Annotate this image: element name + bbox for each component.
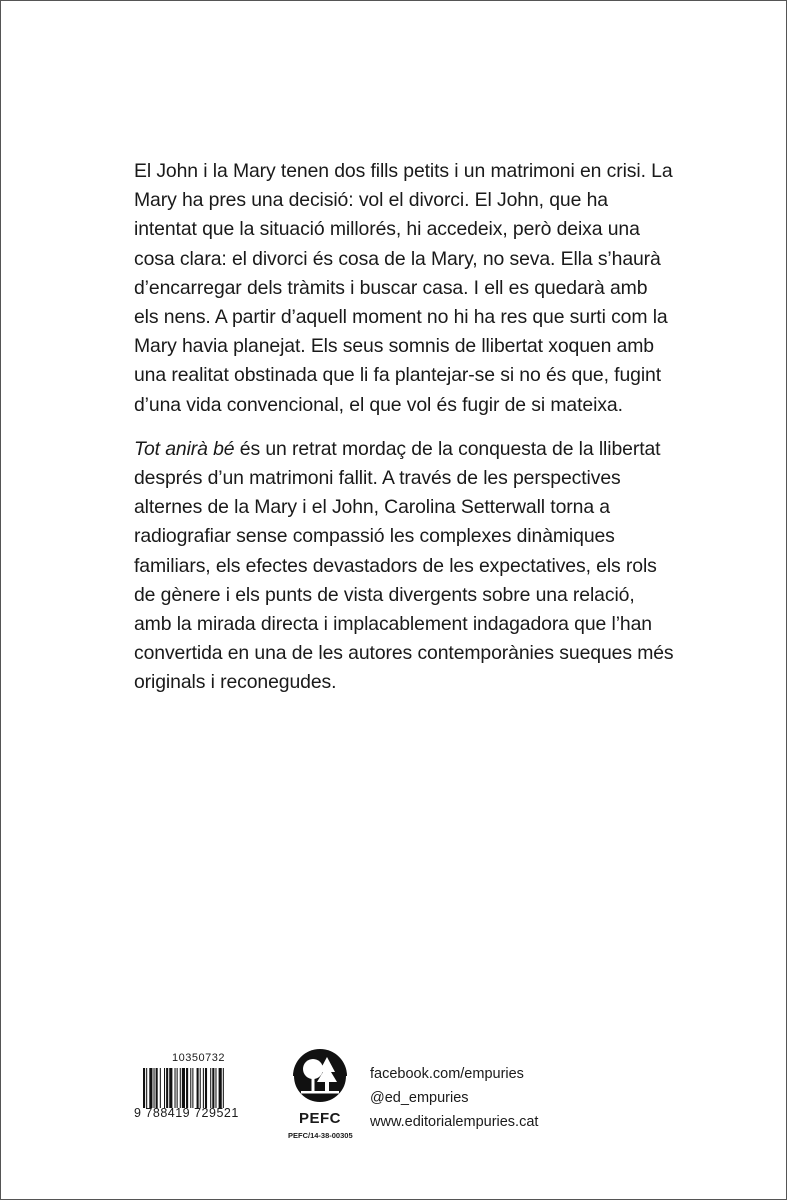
back-cover-blurb [134, 157, 674, 713]
pefc-code: PEFC/14-38-00305 [288, 1131, 353, 1140]
facebook-link[interactable]: facebook.com/empuries [370, 1066, 524, 1082]
book-title: Tot anirà bé [134, 437, 235, 460]
blurb-paragraph-1: El John i la Mary tenen dos fills petits i un matrimoni en crisi. La Mary ha pres una decisió: vol el divorci. El John, que ha intentat que la situació millorés, hi accedeix, però deixa una cosa clara: el divorci és cosa de la Mary, no seva. Ella s’haurà d’encarregar dels tràmits i buscar casa. I ell es quedarà amb els nens. A partir d’aquell moment no hi ha res que surti com la Mary havia planejat. Els seus somnis de llibertat xoquen amb una realitat obstinada que li fa plantejar-se si no és que, fugint d’una vida convencional, el que vol és fugir de si mateixa. [134, 160, 673, 416]
barcode-digits: 9 788419 729521 [134, 1106, 239, 1120]
website-link[interactable]: www.editorialempuries.cat [370, 1114, 539, 1130]
blurb-paragraph-2 [134, 435, 674, 698]
social-handle[interactable]: @ed_empuries [370, 1090, 469, 1106]
publisher-links [370, 1062, 538, 1134]
internal-code: 10350732 [172, 1052, 225, 1064]
pefc-certification [288, 1048, 352, 1140]
pefc-tree-logo-icon [289, 1048, 351, 1104]
pefc-name: PEFC [298, 1110, 341, 1127]
barcode-icon [142, 1068, 262, 1108]
blurb-paragraph-2-text: és un retrat mordaç de la conquesta de la llibertat després d’un matrimoni fallit. A través de les perspectives alternes de la Mary i el John, Carolina Setterwall torna a radiografiar sense compassió les complexes dinàmiques familiars, els efectes devastadors de les expectatives, els rols de gènere i els punts de vista divergents sobre una relació, amb la mirada directa i implacablement indagadora que l’han convertida en una de les autores contemporànies sueques més originals i reconegudes. [134, 437, 674, 694]
